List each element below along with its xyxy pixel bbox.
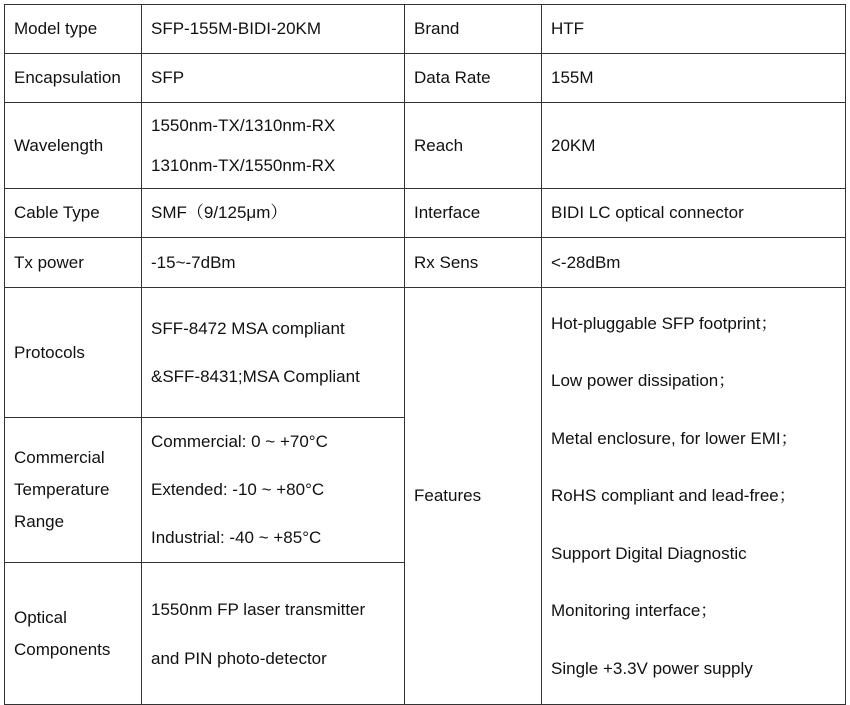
temperature-line: Extended: -10 ~ +80°C [151, 480, 325, 499]
tx-power-value: -15~-7dBm [142, 238, 405, 288]
feature-line: Single +3.3V power supply [551, 658, 753, 678]
data-rate-value: 155M [542, 54, 846, 103]
wavelength-label: Wavelength [5, 103, 142, 189]
feature-line: Monitoring interface； [551, 601, 718, 621]
encapsulation-label: Encapsulation [5, 54, 142, 103]
rx-sens-value: <-28dBm [542, 238, 846, 288]
temperature-value [142, 418, 405, 563]
interface-value: BIDI LC optical connector [542, 189, 846, 238]
optical-line: 1550nm FP laser transmitter [151, 599, 366, 619]
cable-type-value: SMF（9/125μm） [142, 189, 405, 238]
temperature-label [5, 418, 142, 563]
table-row [5, 103, 846, 189]
feature-line: Low power dissipation； [551, 371, 736, 391]
optical-label-line: Components [14, 639, 111, 659]
optical-label-line: Optical [14, 607, 67, 627]
reach-value: 20KM [542, 103, 846, 189]
temperature-line: Commercial: 0 ~ +70°C [151, 432, 328, 451]
optical-label [5, 563, 142, 705]
wavelength-line: 1310nm-TX/1550nm-RX [151, 155, 336, 175]
table-row [5, 288, 846, 418]
encapsulation-value: SFP [142, 54, 405, 103]
optical-value [142, 563, 405, 705]
features-label: Features [405, 288, 542, 705]
rx-sens-label: Rx Sens [405, 238, 542, 288]
tx-power-label: Tx power [5, 238, 142, 288]
model-type-label: Model type [5, 5, 142, 54]
model-type-value: SFP-155M-BIDI-20KM [142, 5, 405, 54]
wavelength-value [142, 103, 405, 189]
protocols-line: &SFF-8431;MSA Compliant [151, 366, 360, 386]
cable-type-label: Cable Type [5, 189, 142, 238]
brand-value: HTF [542, 5, 846, 54]
brand-label: Brand [405, 5, 542, 54]
table-row [5, 5, 846, 54]
protocols-value [142, 288, 405, 418]
temperature-label-line: Temperature [14, 480, 110, 499]
protocols-line: SFF-8472 MSA compliant [151, 318, 345, 338]
temperature-label-line: Commercial [14, 448, 105, 467]
table-row [5, 238, 846, 288]
protocols-label: Protocols [5, 288, 142, 418]
temperature-line: Industrial: -40 ~ +85°C [151, 528, 322, 547]
table-row [5, 54, 846, 103]
optical-line: and PIN photo-detector [151, 648, 327, 668]
table-row [5, 189, 846, 238]
feature-line: RoHS compliant and lead-free； [551, 486, 796, 506]
data-rate-label: Data Rate [405, 54, 542, 103]
reach-label: Reach [405, 103, 542, 189]
spec-table [4, 4, 846, 705]
feature-line: Support Digital Diagnostic [551, 543, 747, 563]
interface-label: Interface [405, 189, 542, 238]
features-value [542, 288, 846, 705]
feature-line: Hot-pluggable SFP footprint； [551, 313, 778, 333]
temperature-label-line: Range [14, 512, 65, 531]
wavelength-line: 1550nm-TX/1310nm-RX [151, 115, 336, 135]
feature-line: Metal enclosure, for lower EMI； [551, 428, 798, 448]
